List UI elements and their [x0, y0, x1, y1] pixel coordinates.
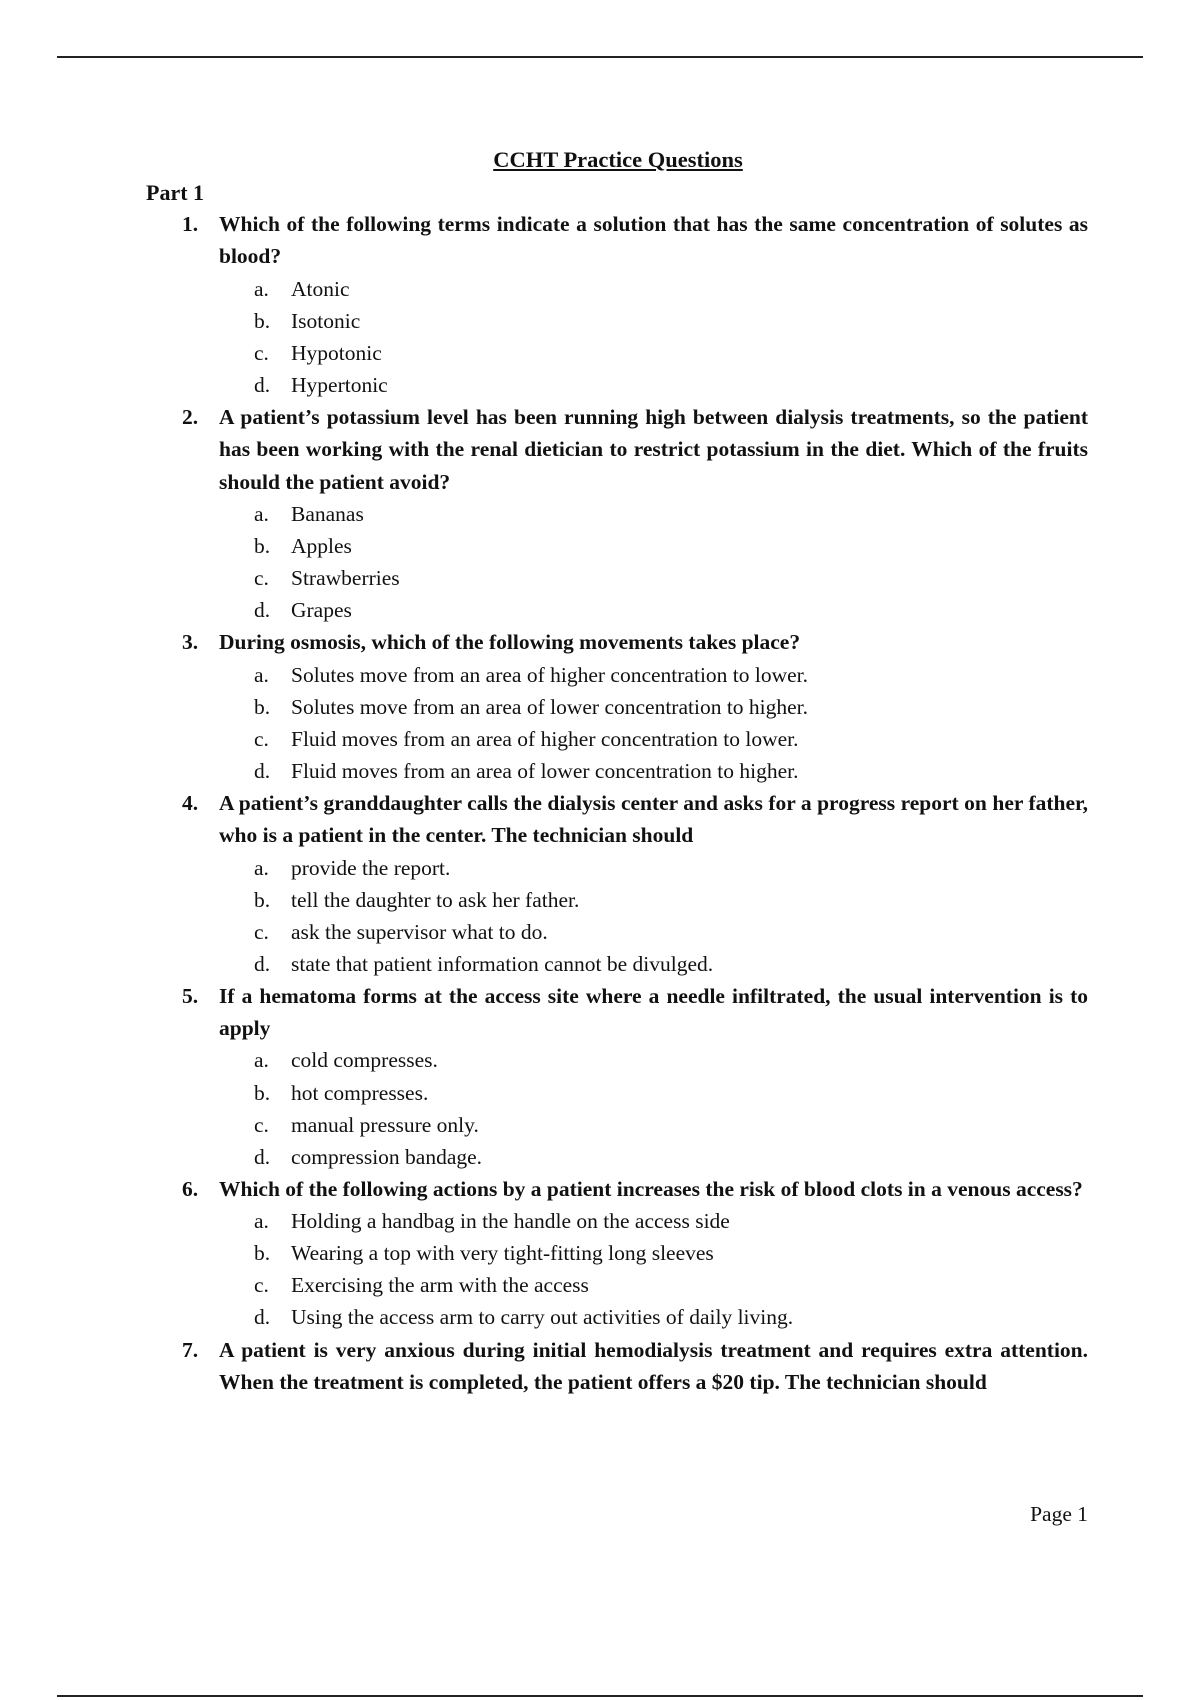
answer-option-d — [0, 369, 1200, 401]
option-letter: d. — [254, 1144, 271, 1169]
option-text: Exercising the arm with the access — [291, 1273, 589, 1298]
question-text: If a hematoma forms at the access site where a needle infiltrated, the usual intervention is to apply — [219, 983, 1088, 1041]
option-letter: a. — [254, 276, 269, 301]
answer-option-a — [0, 1044, 1200, 1076]
option-letter: d. — [254, 758, 271, 783]
answer-option-a — [0, 273, 1200, 305]
answer-option-c — [0, 1269, 1200, 1301]
question-text: During osmosis, which of the following movements takes place? — [219, 630, 801, 655]
answer-option-d — [0, 1301, 1200, 1333]
part-heading: Part 1 — [146, 180, 205, 205]
question-text: A patient’s potassium level has been running high between dialysis treatments, so the patient has been working with the renal dietician to restrict potassium in the diet. Which of the fruits should the patient avoid? — [219, 404, 1088, 494]
question-text: Which of the following actions by a patient increases the risk of blood clots in a venous access? — [219, 1176, 1083, 1201]
answer-option-c — [0, 337, 1200, 369]
answer-option-d — [0, 1141, 1200, 1173]
answer-option-c — [0, 916, 1200, 948]
option-letter: b. — [254, 1080, 271, 1105]
option-text: Grapes — [291, 598, 352, 623]
answer-option-c — [0, 562, 1200, 594]
answer-option-d — [0, 594, 1200, 626]
answer-option-b — [0, 884, 1200, 916]
option-text: Solutes move from an area of higher concentration to lower. — [291, 662, 809, 687]
question-7 — [0, 1334, 1200, 1399]
option-text: hot compresses. — [291, 1080, 429, 1105]
option-letter: c. — [254, 1112, 269, 1137]
option-letter: d. — [254, 372, 271, 397]
option-letter: b. — [254, 887, 271, 912]
option-text: Solutes move from an area of lower concentration to higher. — [291, 694, 809, 719]
footer-rule — [57, 1695, 1143, 1697]
option-text: Apples — [291, 533, 352, 558]
document-title: CCHT Practice Questions — [493, 147, 743, 172]
question-number: 2. — [182, 404, 199, 429]
question-number: 3. — [182, 630, 199, 655]
option-text: Fluid moves from an area of higher concentration to lower. — [291, 726, 799, 751]
question-number: 6. — [182, 1176, 199, 1201]
page-number: Page 1 — [1030, 1502, 1088, 1526]
answer-option-b — [0, 305, 1200, 337]
option-text: Wearing a top with very tight-fitting long sleeves — [291, 1241, 714, 1266]
question-list — [0, 208, 1200, 1398]
option-text: Hypertonic — [291, 372, 388, 397]
header-rule — [57, 56, 1143, 58]
answer-option-d — [0, 755, 1200, 787]
option-text: manual pressure only. — [291, 1112, 479, 1137]
option-letter: b. — [254, 694, 271, 719]
option-letter: a. — [254, 501, 269, 526]
option-letter: a. — [254, 662, 269, 687]
question-6 — [0, 1173, 1200, 1334]
option-text: Hypotonic — [291, 340, 382, 365]
option-letter: c. — [254, 919, 269, 944]
answer-option-a — [0, 659, 1200, 691]
option-text: tell the daughter to ask her father. — [291, 887, 580, 912]
option-letter: a. — [254, 1048, 269, 1073]
option-text: Strawberries — [291, 566, 400, 591]
option-text: state that patient information cannot be divulged. — [291, 951, 714, 976]
option-letter: d. — [254, 1305, 271, 1330]
question-1 — [0, 208, 1200, 401]
option-text: Fluid moves from an area of lower concentration to higher. — [291, 758, 799, 783]
option-text: Holding a handbag in the handle on the access side — [291, 1209, 730, 1234]
answer-option-b — [0, 530, 1200, 562]
option-letter: a. — [254, 1209, 269, 1234]
answer-option-c — [0, 723, 1200, 755]
option-text: cold compresses. — [291, 1048, 438, 1073]
option-letter: d. — [254, 951, 271, 976]
question-number: 5. — [182, 983, 199, 1008]
option-text: compression bandage. — [291, 1144, 483, 1169]
question-5 — [0, 980, 1200, 1173]
question-text: Which of the following terms indicate a solution that has the same concentration of solutes as blood? — [219, 212, 1088, 269]
answer-option-b — [0, 1077, 1200, 1109]
answer-option-c — [0, 1109, 1200, 1141]
question-text: A patient is very anxious during initial hemodialysis treatment and requires extra attention. When the treatment is completed, the patient offers a $20 tip. The technician should — [219, 1337, 1088, 1394]
answer-option-b — [0, 1237, 1200, 1269]
option-text: Isotonic — [291, 308, 361, 333]
answer-option-a — [0, 1205, 1200, 1237]
option-letter: b. — [254, 533, 271, 558]
answer-option-b — [0, 691, 1200, 723]
question-4 — [0, 787, 1200, 980]
question-number: 4. — [182, 790, 199, 815]
option-letter: a. — [254, 855, 269, 880]
option-text: Bananas — [291, 501, 364, 526]
question-2 — [0, 401, 1200, 626]
option-text: Using the access arm to carry out activities of daily living. — [291, 1305, 794, 1330]
question-number: 7. — [182, 1337, 199, 1362]
option-letter: c. — [254, 566, 269, 591]
question-3 — [0, 626, 1200, 787]
answer-option-a — [0, 498, 1200, 530]
option-letter: c. — [254, 340, 269, 365]
option-letter: c. — [254, 726, 269, 751]
option-text: provide the report. — [291, 855, 451, 880]
option-letter: c. — [254, 1273, 269, 1298]
question-number: 1. — [182, 212, 199, 236]
option-letter: b. — [254, 1241, 271, 1266]
question-text: A patient’s granddaughter calls the dialysis center and asks for a progress report on her father, who is a patient in the center. The technician should — [219, 790, 1088, 848]
option-text: Atonic — [291, 276, 350, 301]
option-text: ask the supervisor what to do. — [291, 919, 548, 944]
option-letter: b. — [254, 308, 271, 333]
answer-option-a — [0, 852, 1200, 884]
option-letter: d. — [254, 598, 271, 623]
answer-option-d — [0, 948, 1200, 980]
